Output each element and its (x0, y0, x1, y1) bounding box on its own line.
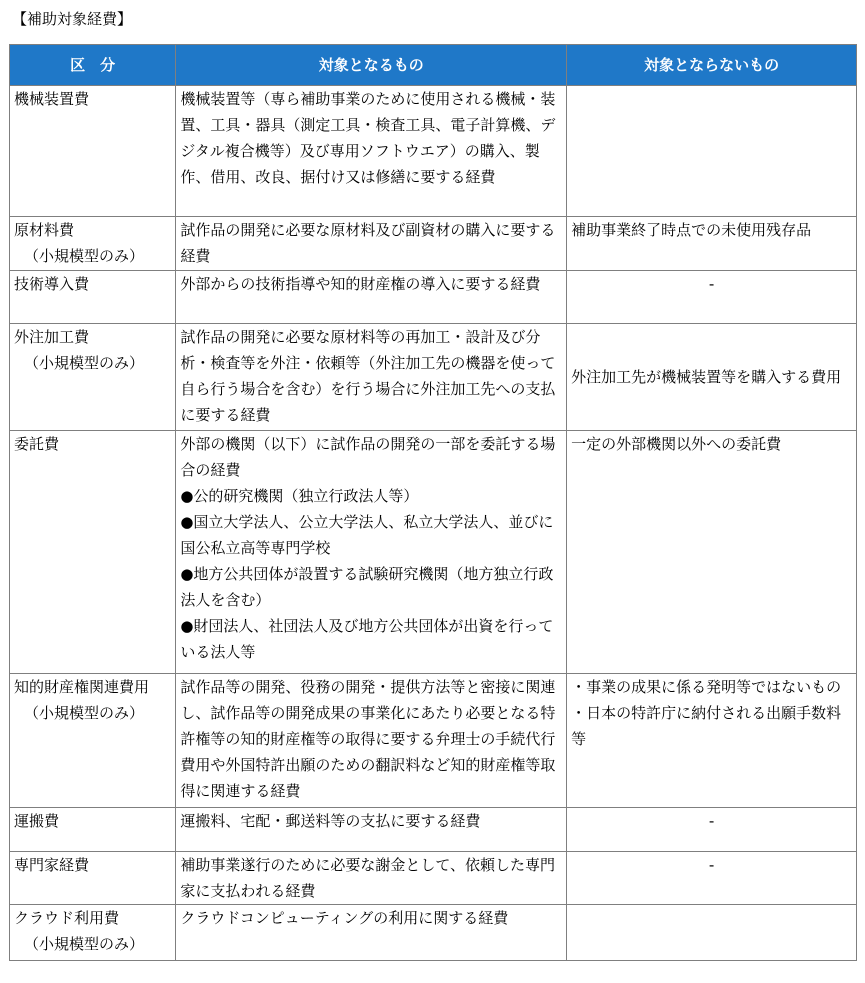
row-included-text: クラウドコンピューティングの利用に関する経費 (180, 909, 509, 927)
row-excluded-text: 一定の外部機関以外への委託費 (571, 435, 782, 453)
row-category: 知的財産権関連費用 (14, 678, 150, 696)
row-category: クラウド利用費 (14, 909, 120, 927)
row-included-cell (176, 905, 567, 961)
row-included-bullet: ●公的研究機関（独立行政法人等） (180, 487, 419, 505)
row-category: 外注加工費 (14, 328, 90, 346)
row-included-bullet: ●地方公共団体が設置する試験研究機関（地方独立行政法人を含む） (180, 565, 554, 609)
subsidy-expense-table (9, 44, 857, 961)
row-excluded-text: 補助事業終了時点での未使用残存品 (571, 221, 812, 239)
row-category: 技術導入費 (14, 275, 90, 293)
table-row (10, 674, 857, 808)
table-row (10, 217, 857, 271)
table-row (10, 86, 857, 217)
row-included-text: 試作品の開発に必要な原材料等の再加工・設計及び分析・検査等を外注・依頼等（外注加工先の機器を使って自ら行う場合を含む）を行う場合に外注加工先への支払に要する経費 (180, 328, 556, 424)
row-excluded-cell (567, 808, 857, 852)
row-category: 専門家経費 (14, 856, 90, 874)
row-category-cell (10, 905, 176, 961)
row-category-cell (10, 271, 176, 324)
row-included-cell (176, 86, 567, 217)
row-category-cell (10, 217, 176, 271)
row-category: 原材料費 (14, 221, 75, 239)
row-category: 委託費 (14, 435, 60, 453)
row-included-cell (176, 217, 567, 271)
page-title: 【補助対象経費】 (12, 10, 133, 28)
row-category-cell (10, 86, 176, 217)
row-excluded-text: - (708, 275, 715, 293)
row-included-cell (176, 271, 567, 324)
row-category-note: （小規模型のみ） (24, 704, 145, 722)
row-excluded-text: 外注加工先が機械装置等を購入する費用 (571, 368, 842, 386)
row-excluded-cell (567, 324, 857, 431)
row-category-cell (10, 324, 176, 431)
table-header-row (10, 45, 857, 86)
row-excluded-text: - (708, 856, 715, 874)
row-category-cell (10, 852, 176, 905)
row-excluded-cell (567, 86, 857, 217)
row-excluded-cell (567, 431, 857, 674)
row-included-text: 試作品の開発に必要な原材料及び副資材の購入に要する経費 (180, 221, 556, 265)
row-included-text: 補助事業遂行のために必要な謝金として、依頼した専門家に支払われる経費 (180, 856, 556, 900)
row-excluded-cell (567, 674, 857, 808)
header-excluded: 対象とならないもの (567, 45, 857, 86)
row-excluded-cell (567, 271, 857, 324)
row-included-text: 運搬料、宅配・郵送料等の支払に要する経費 (180, 812, 481, 830)
row-category-note: （小規模型のみ） (24, 354, 145, 372)
row-category-note: （小規模型のみ） (24, 935, 145, 953)
table-row (10, 808, 857, 852)
row-included-text: 試作品等の開発、役務の開発・提供方法等と密接に関連し、試作品等の開発成果の事業化にあたり必要となる特許権等の知的財産権等の取得に要する弁理士の手続代行費用や外国特許出願のための翻訳料など知的財産権等取得に関連する経費 (180, 678, 556, 800)
header-included: 対象となるもの (176, 45, 567, 86)
row-category-note: （小規模型のみ） (24, 247, 145, 265)
row-included-text: 外部からの技術指導や知的財産権の導入に要する経費 (180, 275, 541, 293)
table-row (10, 905, 857, 961)
row-excluded-text: - (708, 812, 715, 830)
row-included-cell (176, 852, 567, 905)
row-category: 運搬費 (14, 812, 60, 830)
row-included-text: 外部の機関（以下）に試作品の開発の一部を委託する場合の経費 (180, 435, 556, 479)
row-excluded-cell (567, 852, 857, 905)
row-excluded-cell (567, 905, 857, 961)
table-row (10, 324, 857, 431)
table-row (10, 271, 857, 324)
row-excluded-cell (567, 217, 857, 271)
row-category-cell (10, 431, 176, 674)
row-included-bullet: ●国立大学法人、公立大学法人、私立大学法人、並びに国公私立高等専門学校 (180, 513, 554, 557)
table-row (10, 852, 857, 905)
row-included-cell (176, 674, 567, 808)
table-row (10, 431, 857, 674)
header-category: 区 分 (10, 45, 176, 86)
row-category: 機械装置費 (14, 90, 90, 108)
row-included-cell (176, 431, 567, 674)
row-included-text: 機械装置等（専ら補助事業のために使用される機械・装置、工具・器具（測定工具・検査工具、電子計算機、デジタル複合機等）及び専用ソフトウエア）の購入、製作、借用、改良、据付け又は修繕に要する経費 (180, 90, 556, 186)
row-included-cell (176, 324, 567, 431)
row-excluded-bullet: ・事業の成果に係る発明等ではないもの (571, 678, 842, 696)
row-category-cell (10, 674, 176, 808)
row-included-bullet: ●財団法人、社団法人及び地方公共団体が出資を行っている法人等 (180, 617, 554, 661)
row-category-cell (10, 808, 176, 852)
row-included-cell (176, 808, 567, 852)
row-excluded-bullet: ・日本の特許庁に納付される出願手数料等 (571, 704, 842, 748)
